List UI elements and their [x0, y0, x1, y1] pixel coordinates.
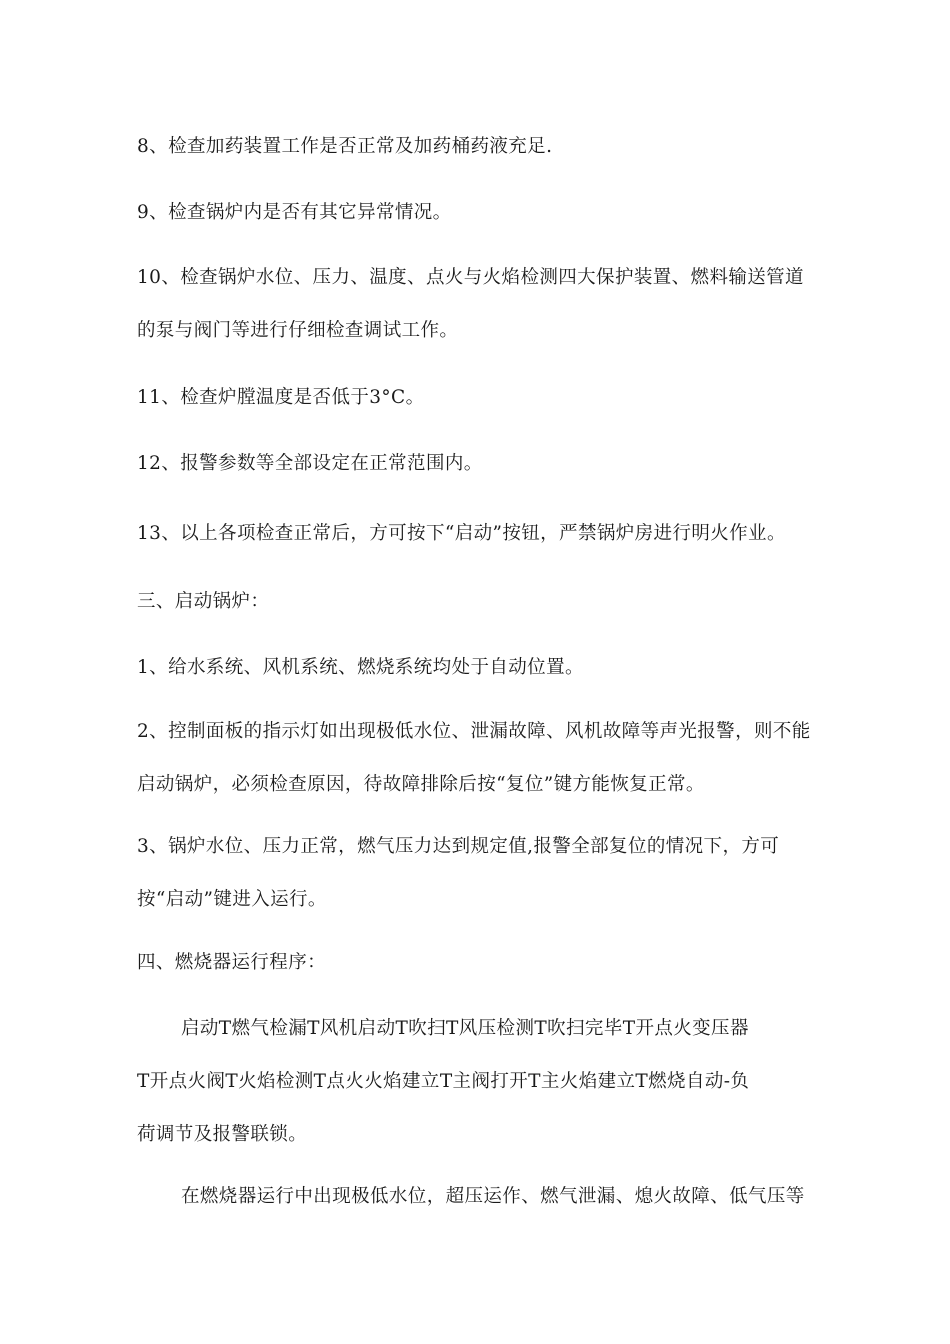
text-line: 8、检查加药装置工作是否正常及加药桶药液充足.: [137, 136, 553, 157]
paragraph-burner-sequence: [137, 1002, 827, 1161]
text-line: 三、启动锅炉：: [137, 591, 270, 612]
paragraph-item-12: [137, 437, 827, 490]
text-line: 在燃烧器运行中出现极低水位，超压运作、燃气泄漏、熄火故障、低气压等: [181, 1186, 805, 1207]
paragraph-item-8: [137, 120, 827, 173]
text-line: 9、检查锅炉内是否有其它异常情况。: [137, 202, 452, 223]
section-heading-burner-procedure: [137, 936, 827, 989]
paragraph-item-9: [137, 186, 827, 239]
text-line: 四、燃烧器运行程序：: [137, 952, 327, 973]
paragraph-start-item-1: [137, 641, 827, 694]
paragraph-start-item-3: [137, 820, 827, 926]
section-heading-start-boiler: [137, 575, 827, 628]
text-line: 荷调节及报警联锁。: [137, 1124, 308, 1145]
paragraph-item-11: [137, 371, 827, 424]
text-line: 启动T燃气检漏T风机启动T吹扫T风压检测T吹扫完毕T开点火变压器: [181, 1018, 749, 1039]
text-line: 13、以上各项检查正常后，方可按下“启动”按钮，严禁锅炉房进行明火作业。: [137, 523, 786, 544]
text-line: 按“启动”键进入运行。: [137, 889, 327, 910]
text-line: 1、给水系统、风机系统、燃烧系统均处于自动位置。: [137, 657, 584, 678]
text-line: 11、检查炉膛温度是否低于3°C。: [137, 387, 425, 408]
text-line: 3、锅炉水位、压力正常，燃气压力达到规定值,报警全部复位的情况下，方可: [137, 836, 780, 857]
paragraph-burner-faults: [137, 1170, 827, 1223]
text-line: 启动锅炉，必须检查原因，待故障排除后按“复位”键方能恢复正常。: [137, 774, 705, 795]
paragraph-item-10: [137, 251, 827, 357]
text-line: T开点火阀T火焰检测T点火火焰建立T主阀打开T主火焰建立T燃烧自动-负: [137, 1071, 750, 1092]
text-line: 12、报警参数等全部设定在正常范围内。: [137, 453, 483, 474]
text-line: 的泵与阀门等进行仔细检查调试工作。: [137, 320, 459, 341]
text-line: 2、控制面板的指示灯如出现极低水位、泄漏故障、风机故障等声光报警，则不能: [137, 721, 811, 742]
paragraph-start-item-2: [137, 705, 827, 811]
text-line: 10、检查锅炉水位、压力、温度、点火与火焰检测四大保护装置、燃料输送管道: [137, 267, 804, 288]
paragraph-item-13: [137, 507, 827, 560]
